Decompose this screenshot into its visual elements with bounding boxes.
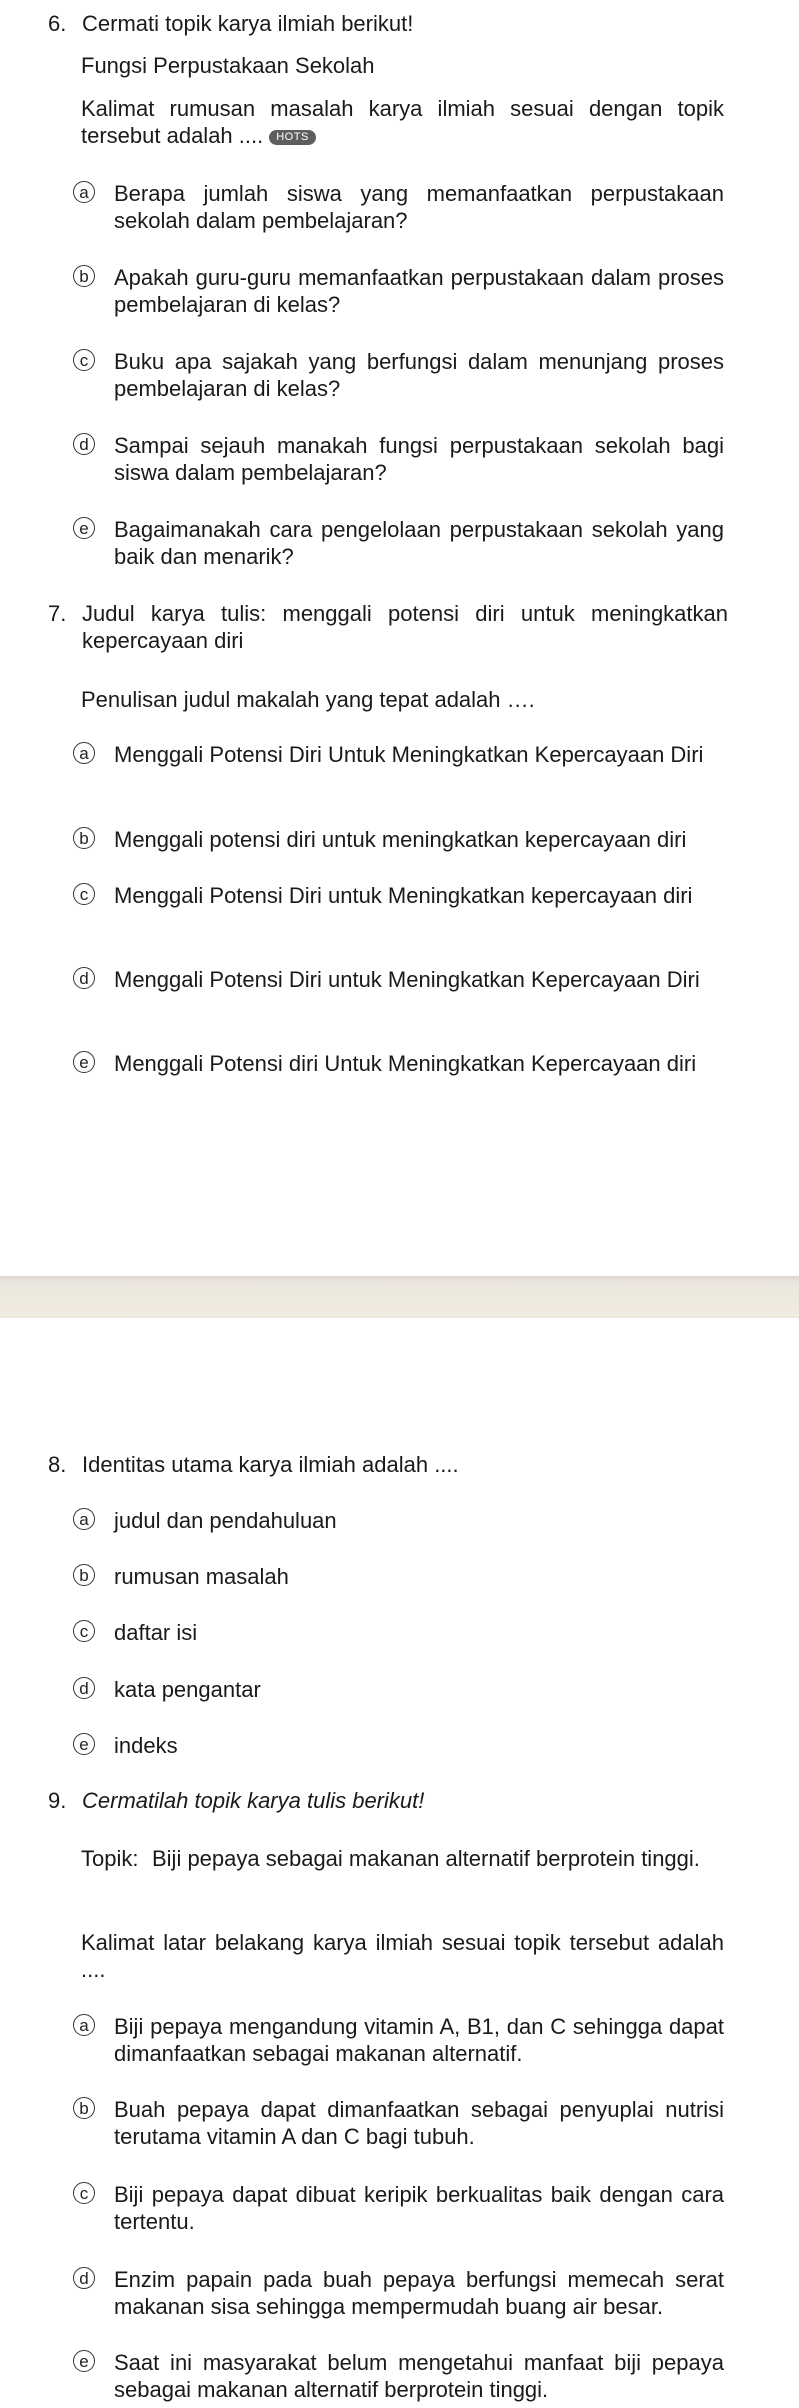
topic-text: Biji pepaya sebagai makanan alternatif berprotein tinggi. (152, 1846, 700, 1871)
option-text: Bagaimanakah cara pengelolaan perpustakaan sekolah yang baik dan menarik? (114, 517, 724, 569)
option-text: Biji pepaya dapat dibuat keripik berkualitas baik dengan cara tertentu. (114, 2182, 724, 2234)
option-9c[interactable] (73, 2181, 724, 2235)
question-prompt: Cermati topik karya ilmiah berikut! (82, 11, 414, 36)
option-text: Saat ini masyarakat belum mengetahui manfaat biji pepaya sebagai makanan alternatif berprotein tinggi. (114, 2350, 724, 2402)
option-letter: c (73, 883, 95, 905)
option-text: Buah pepaya dapat dimanfaatkan sebagai penyuplai nutrisi terutama vitamin A dan C bagi tubuh. (114, 2097, 724, 2149)
option-8e[interactable] (73, 1732, 724, 1759)
hots-badge: HOTS (269, 130, 316, 145)
page-break-divider (0, 1276, 799, 1318)
option-letter: b (73, 827, 95, 849)
option-9a[interactable] (73, 2013, 724, 2067)
option-letter: e (73, 1733, 95, 1755)
question-number: 9. (48, 1788, 67, 1813)
option-letter: d (73, 2267, 95, 2289)
option-9d[interactable] (73, 2266, 724, 2320)
option-text: Biji pepaya mengandung vitamin A, B1, dan C sehingga dapat dimanfaatkan sebagai makanan alternatif. (114, 2014, 724, 2066)
option-letter: c (73, 2182, 95, 2204)
option-6a[interactable] (73, 180, 724, 234)
option-text: Menggali Potensi Diri Untuk Meningkatkan Kepercayaan Diri (114, 742, 704, 767)
option-8d[interactable] (73, 1676, 724, 1703)
option-letter: d (73, 967, 95, 989)
question-9-topic (81, 1845, 724, 1872)
option-text: daftar isi (114, 1620, 198, 1645)
option-letter: d (73, 433, 95, 455)
option-6c[interactable] (73, 348, 724, 402)
option-letter: e (73, 2350, 95, 2372)
option-letter: a (73, 181, 95, 203)
option-text: Menggali Potensi Diri untuk Meningkatkan Kepercayaan Diri (114, 967, 700, 992)
question-6-question (81, 95, 724, 149)
option-text: Menggali Potensi diri Untuk Meningkatkan Kepercayaan diri (114, 1051, 697, 1076)
question-number: 8. (48, 1452, 67, 1477)
option-letter: b (73, 1564, 95, 1586)
question-prompt: Cermatilah topik karya tulis berikut! (82, 1788, 425, 1813)
option-text: kata pengantar (114, 1677, 261, 1702)
option-7d[interactable] (73, 966, 724, 993)
option-letter: a (73, 1508, 95, 1530)
option-text: rumusan masalah (114, 1564, 289, 1589)
option-text: Buku apa sajakah yang berfungsi dalam menunjang proses pembelajaran di kelas? (114, 349, 724, 401)
option-letter: a (73, 742, 95, 764)
topic-label: Topik: (81, 1846, 139, 1871)
question-8-prompt (48, 1451, 728, 1478)
option-text: Menggali potensi diri untuk meningkatkan kepercayaan diri (114, 827, 687, 852)
option-7e[interactable] (73, 1050, 724, 1077)
option-7a[interactable] (73, 741, 724, 768)
option-6d[interactable] (73, 432, 724, 486)
option-9b[interactable] (73, 2096, 724, 2150)
option-letter: b (73, 265, 95, 287)
option-9e[interactable] (73, 2349, 724, 2403)
question-number: 7. (48, 601, 67, 626)
question-7-prompt (48, 600, 728, 654)
question-prompt: Identitas utama karya ilmiah adalah .... (82, 1452, 459, 1477)
option-6e[interactable] (73, 516, 724, 570)
question-number: 6. (48, 11, 67, 36)
question-text: Kalimat rumusan masalah karya ilmiah sesuai dengan topik tersebut adalah .... (81, 96, 724, 148)
question-prompt: Judul karya tulis: menggali potensi diri untuk meningkatkan kepercayaan diri (82, 601, 728, 653)
option-letter: b (73, 2097, 95, 2119)
option-letter: a (73, 2014, 95, 2036)
question-9-prompt (48, 1787, 728, 1814)
option-8b[interactable] (73, 1563, 724, 1590)
option-8a[interactable] (73, 1507, 724, 1534)
option-letter: c (73, 349, 95, 371)
option-6b[interactable] (73, 264, 724, 318)
option-letter: e (73, 1051, 95, 1073)
question-9-question: Kalimat latar belakang karya ilmiah sesuai topik tersebut adalah .... (81, 1930, 724, 1982)
option-text: Berapa jumlah siswa yang memanfaatkan perpustakaan sekolah dalam pembelajaran? (114, 181, 724, 233)
option-text: Apakah guru-guru memanfaatkan perpustakaan dalam proses pembelajaran di kelas? (114, 265, 724, 317)
question-7-question: Penulisan judul makalah yang tepat adalah …. (81, 687, 535, 712)
option-text: indeks (114, 1733, 178, 1758)
question-6-topic: Fungsi Perpustakaan Sekolah (81, 53, 375, 78)
option-7b[interactable] (73, 826, 724, 853)
question-6-prompt (48, 10, 728, 37)
option-letter: e (73, 517, 95, 539)
option-letter: c (73, 1620, 95, 1642)
option-text: Enzim papain pada buah pepaya berfungsi memecah serat makanan sisa sehingga mempermudah buang air besar. (114, 2267, 724, 2319)
option-text: judul dan pendahuluan (114, 1508, 337, 1533)
option-text: Menggali Potensi Diri untuk Meningkatkan kepercayaan diri (114, 883, 693, 908)
option-8c[interactable] (73, 1619, 724, 1646)
option-letter: d (73, 1677, 95, 1699)
option-7c[interactable] (73, 882, 724, 909)
option-text: Sampai sejauh manakah fungsi perpustakaan sekolah bagi siswa dalam pembelajaran? (114, 433, 724, 485)
